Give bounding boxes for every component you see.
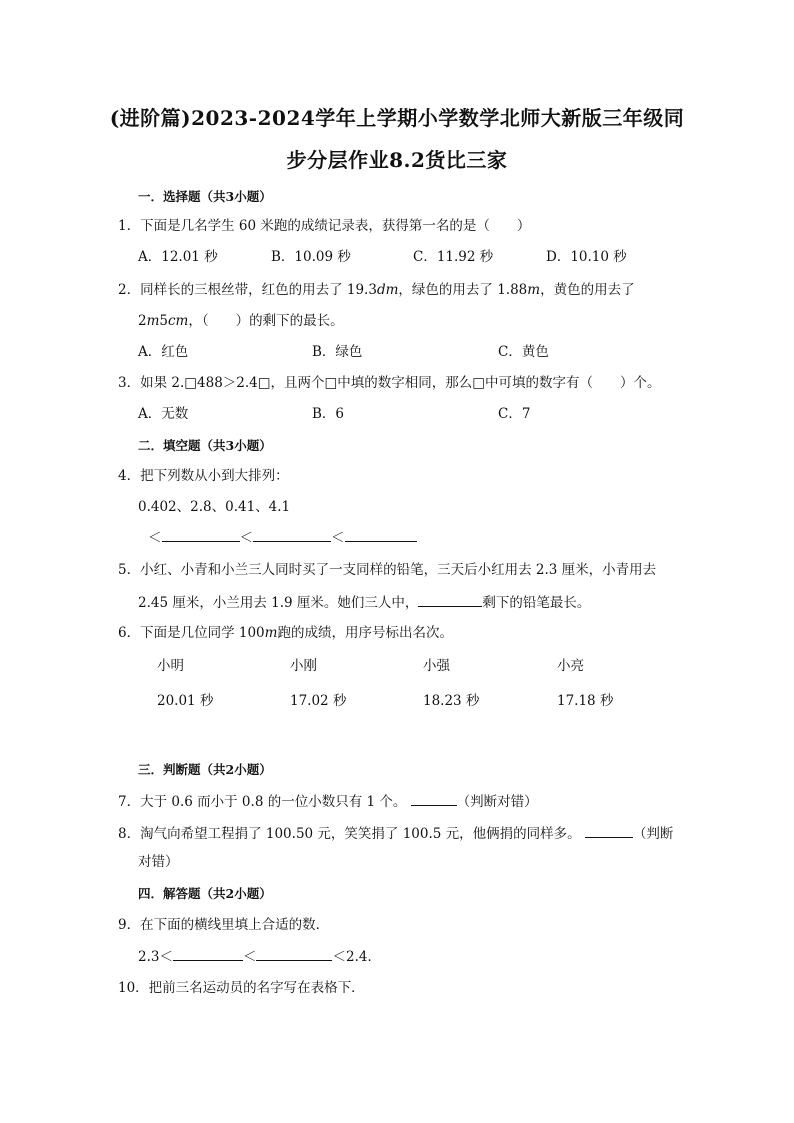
q9-answer-row (138, 947, 381, 966)
q9-start: 2.3＜ (138, 949, 173, 965)
answer-blank[interactable] (253, 528, 331, 542)
q6-time: 18.23 秒 (423, 693, 480, 709)
q6-name: 小强 (423, 658, 450, 674)
q1-option-c: C．11.92 秒 (413, 249, 494, 265)
question-6-text (118, 624, 453, 642)
q9-end: ＜2.4． (332, 949, 381, 965)
answer-blank[interactable] (585, 824, 633, 838)
q3-option-c: C．7 (498, 406, 531, 422)
q4-numbers: 0.402、2.8、0.41、4.1 (138, 499, 291, 515)
q1-option-d: D．10.10 秒 (546, 249, 627, 265)
q2-text-c: ，黄色的用去了 (540, 282, 635, 298)
document-title-line1: (进阶篇)2023-2024学年上学期小学数学北师大新版三年级同 (109, 106, 685, 130)
q2-option-b: B．绿色 (312, 344, 363, 360)
q4-answer-row (148, 528, 417, 547)
q2-line2-c: ，（ ）的剩下的最长。 (188, 313, 344, 329)
q3-option-a: A．无数 (138, 406, 189, 422)
question-7-text (118, 792, 538, 811)
q1-option-a: A．12.01 秒 (138, 249, 218, 265)
question-10-text: 10．把前三名运动员的名字写在表格下． (118, 980, 365, 996)
q2-text-b: ，绿色的用去了 1.88 (398, 282, 528, 298)
document-title-line2: 步分层作业8.2货比三家 (286, 148, 508, 172)
lt-sign: ＜ (331, 530, 345, 546)
question-5-text: 5．小红、小青和小兰三人同时买了一支同样的铅笔，三天后小红用去 2.3 厘米，小青用去 (118, 562, 657, 578)
q2-unit-dm: dm (376, 282, 399, 298)
q6-name: 小亮 (557, 658, 584, 674)
q6-time: 17.18 秒 (557, 693, 614, 709)
lt-sign: ＜ (148, 530, 162, 546)
answer-blank[interactable] (256, 947, 332, 961)
q3-option-b: B．6 (312, 406, 345, 422)
q7-tail: （判断对错） (456, 794, 538, 810)
q2-option-c: C．黄色 (498, 344, 549, 360)
q5-line2-a: 2.45 厘米，小兰用去 1.9 厘米。她们三人中， (138, 595, 419, 611)
question-3-text: 3．如果 2.□488＞2.4□，且两个□中填的数字相同，那么□中可填的数字有（ ）个。 (118, 375, 661, 391)
answer-blank[interactable] (173, 947, 243, 961)
question-9-text: 9．在下面的横线里填上合适的数． (118, 917, 330, 933)
section-heading-judge: 三．判断题（共2小题） (138, 762, 272, 777)
q8-text: 8．淘气向希望工程捐了 100.50 元，笑笑捐了 100.5 元，他俩捐的同样多。 (118, 826, 581, 842)
question-4-text: 4．把下列数从小到大排列： (118, 468, 289, 484)
q6-text-b: 跑的成绩，用序号标出名次。 (277, 625, 453, 641)
q2-line2-cm: cm (168, 313, 189, 329)
section-heading-choice: 一．选择题（共3小题） (138, 189, 272, 204)
q6-text-a: 6．下面是几位同学 100 (118, 625, 265, 641)
q2-line2-a: 2 (138, 313, 147, 329)
q6-unit: m (264, 625, 278, 641)
q2-line2-b: 5 (159, 313, 168, 329)
question-8-line2: 对错） (138, 854, 179, 870)
question-5-line2 (138, 593, 590, 612)
q2-line2-m: m (146, 313, 160, 329)
section-heading-answer: 四．解答题（共2小题） (138, 886, 272, 901)
answer-blank[interactable] (418, 593, 482, 607)
lt-sign: ＜ (239, 530, 253, 546)
question-8-text (118, 824, 673, 843)
q2-option-a: A．红色 (138, 344, 189, 360)
section-heading-fill: 二．填空题（共3小题） (138, 438, 272, 453)
q6-time: 17.02 秒 (290, 693, 347, 709)
q6-time: 20.01 秒 (157, 693, 214, 709)
q5-line2-b: 剩下的铅笔最长。 (482, 595, 591, 611)
question-1-text: 1．下面是几名学生 60 米跑的成绩记录表，获得第一名的是（ ） (118, 218, 531, 234)
q1-option-b: B．10.09 秒 (271, 249, 351, 265)
question-2-text (118, 281, 635, 299)
answer-blank[interactable] (345, 528, 417, 542)
lt-sign: ＜ (242, 949, 257, 965)
answer-blank[interactable] (411, 792, 457, 806)
answer-blank[interactable] (162, 528, 240, 542)
q7-text: 7．大于 0.6 而小于 0.8 的一位小数只有 1 个。 (118, 794, 407, 810)
q8-tail: （判断 (632, 826, 674, 842)
q6-name: 小刚 (290, 658, 317, 674)
q2-unit-m: m (527, 282, 541, 298)
question-2-line2 (138, 312, 344, 330)
q2-text-a: 2．同样长的三根丝带，红色的用去了 19.3 (118, 282, 377, 298)
q6-name: 小明 (157, 658, 184, 674)
